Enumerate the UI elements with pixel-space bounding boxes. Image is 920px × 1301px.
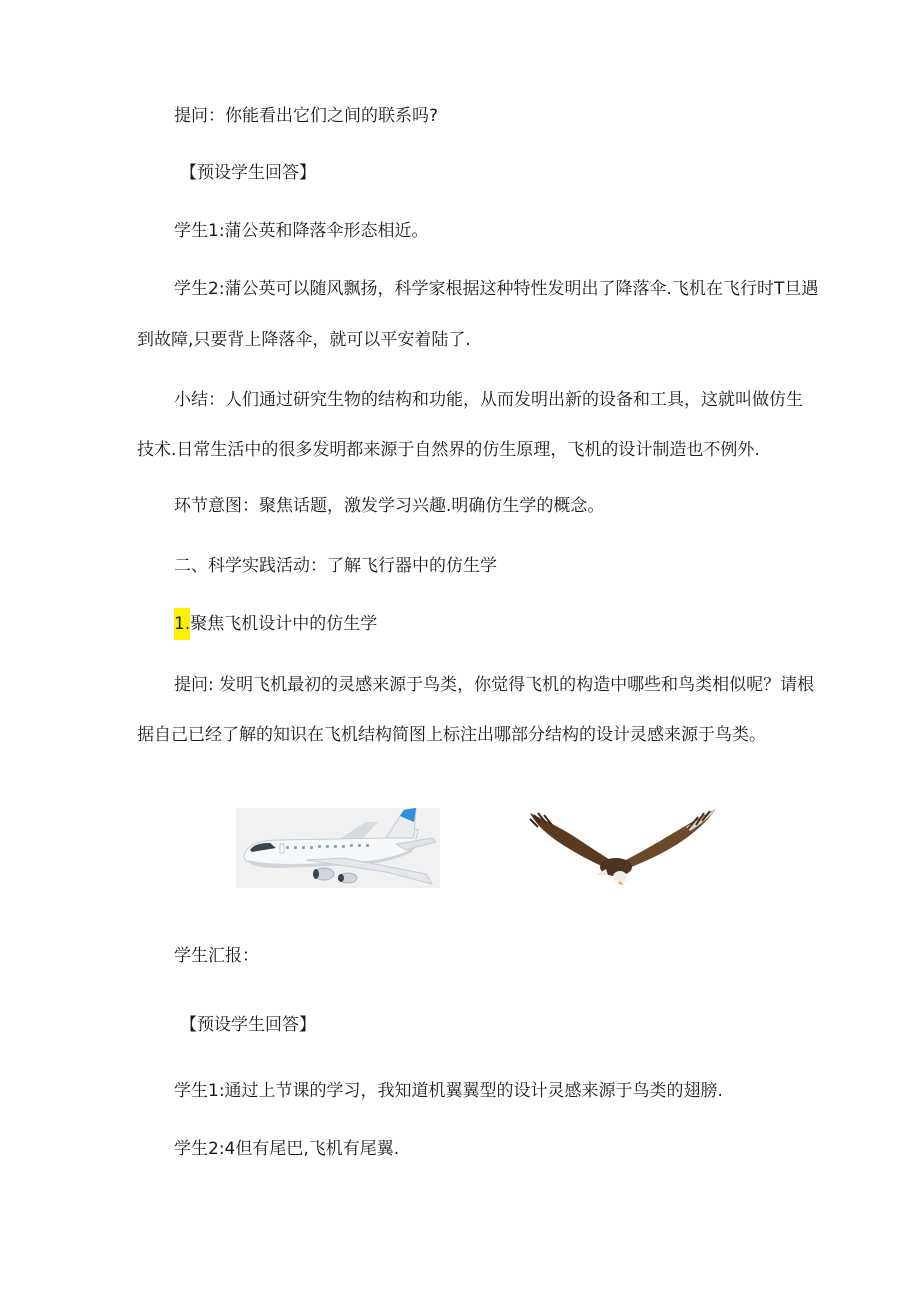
eagle-image	[520, 805, 720, 889]
airplane-image	[236, 808, 440, 888]
airplane-icon	[236, 808, 440, 888]
subsection-title: 聚焦飞机设计中的仿生学	[190, 614, 378, 634]
highlighted-number: 1.	[174, 608, 190, 640]
eagle-icon	[520, 805, 720, 889]
